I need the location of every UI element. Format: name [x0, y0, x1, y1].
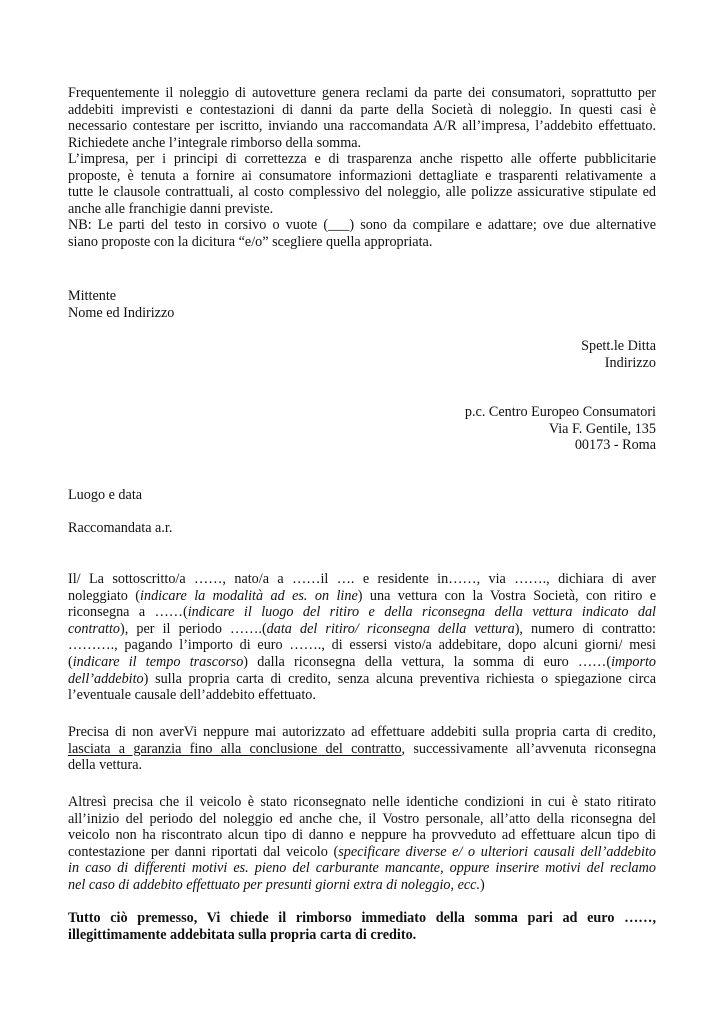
italic-run: nel caso di addebito effettuato per presunti giorni extra di noleggio, ecc. [68, 876, 481, 893]
text-line: veicolo non ha riscontrato alcun tipo di danno e neppure ha provveduto ad effettuare alcun tipo di [68, 827, 656, 844]
text-line: Precisa di non averVi neppure mai autorizzato ad effettuare addebiti sulla propria carta di credito, [68, 724, 656, 740]
text-line: Tutto ciò premesso, Vi chiede il rimborso immediato della somma pari ad euro ……, [68, 910, 656, 926]
text-line: all’inizio del periodo del noleggio ed anche che, il Vostro personale, all’atto della riconsegna del [68, 810, 656, 827]
recipient-name: Spett.le Ditta [581, 338, 656, 354]
text-run: ) una vettura con la Vostra Società, con ritiro e [357, 587, 656, 604]
italic-run: data del ritiro/ riconsegna della vettura [266, 620, 515, 637]
italic-run: importo [611, 653, 656, 670]
sender-address: Nome ed Indirizzo [68, 304, 175, 321]
text-line [68, 741, 656, 758]
text-line [68, 860, 656, 877]
body-paragraph-2 [68, 724, 656, 774]
text-line [68, 877, 656, 894]
text-line [68, 844, 656, 861]
text-run: ( [68, 653, 73, 670]
cc-line-1: p.c. Centro Europeo Consumatori [464, 404, 656, 420]
text-line: Frequentemente il noleggio di autovetture genera reclami da parte dei consumatori, soprattutto per [68, 85, 656, 101]
italic-run: dell’addebito [68, 670, 144, 687]
text-line: illegittimamente addebitata sulla propria carta di credito. [68, 926, 417, 943]
nb-note [68, 217, 656, 250]
text-line [68, 588, 656, 605]
text-run: ) sulla propria carta di credito, senza alcuna preventiva richiesta o spiegazione circa [143, 670, 656, 687]
sender-label: Mittente [68, 288, 117, 304]
text-line: siano proposte con la dicitura “e/o” scegliere quella appropriata. [68, 233, 433, 250]
text-line [68, 654, 656, 671]
text-line [68, 621, 656, 638]
italic-run: specificare diverse e/ o ulteriori causali dell’addebito [338, 843, 656, 860]
body-paragraph-3 [68, 794, 656, 894]
text-line: Il/ La sottoscritto/a ……, nato/a a ……il …. e residente in……, via ……., dichiara di aver [68, 571, 656, 587]
place-date [68, 487, 656, 504]
text-line: anche alle franchigie danni previste. [68, 200, 274, 217]
intro-paragraph-2 [68, 151, 656, 217]
text-run: noleggiato ( [68, 587, 141, 604]
cc-line-2: Via F. Gentile, 135 [548, 420, 656, 437]
mail-type [68, 520, 656, 537]
text-line: ………., pagando l’importo di euro ……., di essersi visto/a addebitare, dopo alcuni giorni/ mesi [68, 637, 656, 654]
text-run: , successivamente all’avvenuta riconsegna [401, 740, 656, 757]
italic-run: contratto [68, 620, 121, 637]
text-run: ) [480, 876, 485, 893]
body-paragraph-1 [68, 571, 656, 704]
cc-block [465, 404, 656, 454]
text-line: tutte le clausole contrattuali, al costo complessivo del noleggio, alle polizze assicurative stipulate ed [68, 184, 656, 201]
italic-run: indicare il tempo trascorso [72, 653, 244, 670]
intro-paragraph-1 [68, 85, 656, 151]
italic-run: indicare il luogo del ritiro e della riconsegna della vettura indicato dal [187, 604, 656, 621]
text-line: necessario contestare per iscritto, inviando una raccomandata A/R all’impresa, l’addebito effettuato. [68, 118, 656, 135]
text-line [68, 604, 656, 621]
text-run: ), numero di contratto: [514, 620, 656, 637]
text-line [68, 671, 656, 688]
text-line: della vettura. [68, 757, 143, 774]
recipient-block [581, 338, 656, 371]
text-run: ) dalla riconsegna della vettura, la somma di euro ……( [243, 653, 612, 670]
text-line: l’eventuale causale dell’addebito effettuato. [68, 687, 316, 704]
text-line: addebiti imprevisti e contestazioni di danni da parte della Società di noleggio. In questi casi è [68, 101, 656, 118]
mail-type-text: Raccomandata a.r. [68, 520, 173, 536]
text-run: riconsegna a ……( [68, 604, 188, 621]
text-run: ), per il periodo …….( [120, 620, 267, 637]
sender-block [68, 288, 656, 321]
text-line: proposte, è tenuta a fornire ai consumatore informazioni dettagliate e trasparenti relativamente a [68, 167, 656, 184]
text-line: L’impresa, per i principi di correttezza e di trasparenza anche rispetto alle offerte pubblicitarie [68, 151, 656, 167]
place-date-text: Luogo e data [68, 487, 143, 503]
text-line: Richiedete anche l’integrale rimborso della somma. [68, 134, 362, 151]
italic-run: in caso di differenti motivi es. pieno del carburante mancante, oppure inserire motivi del reclamo [68, 860, 656, 877]
text-run: contestazione per danni riportati dal veicolo ( [68, 843, 339, 860]
underlined-run: lasciata a garanzia fino alla conclusione del contratto [68, 740, 402, 757]
recipient-address: Indirizzo [604, 354, 656, 371]
body-paragraph-4 [68, 910, 656, 943]
italic-run: indicare la modalità ad es. on line [140, 587, 358, 604]
text-line: NB: Le parti del testo in corsivo o vuote (___) sono da compilare e adattare; ove due alternative [68, 217, 656, 233]
text-line: Altresì precisa che il veicolo è stato riconsegnato nelle identiche condizioni in cui è stato ritirato [68, 794, 656, 810]
cc-line-3: 00173 - Roma [574, 437, 656, 454]
